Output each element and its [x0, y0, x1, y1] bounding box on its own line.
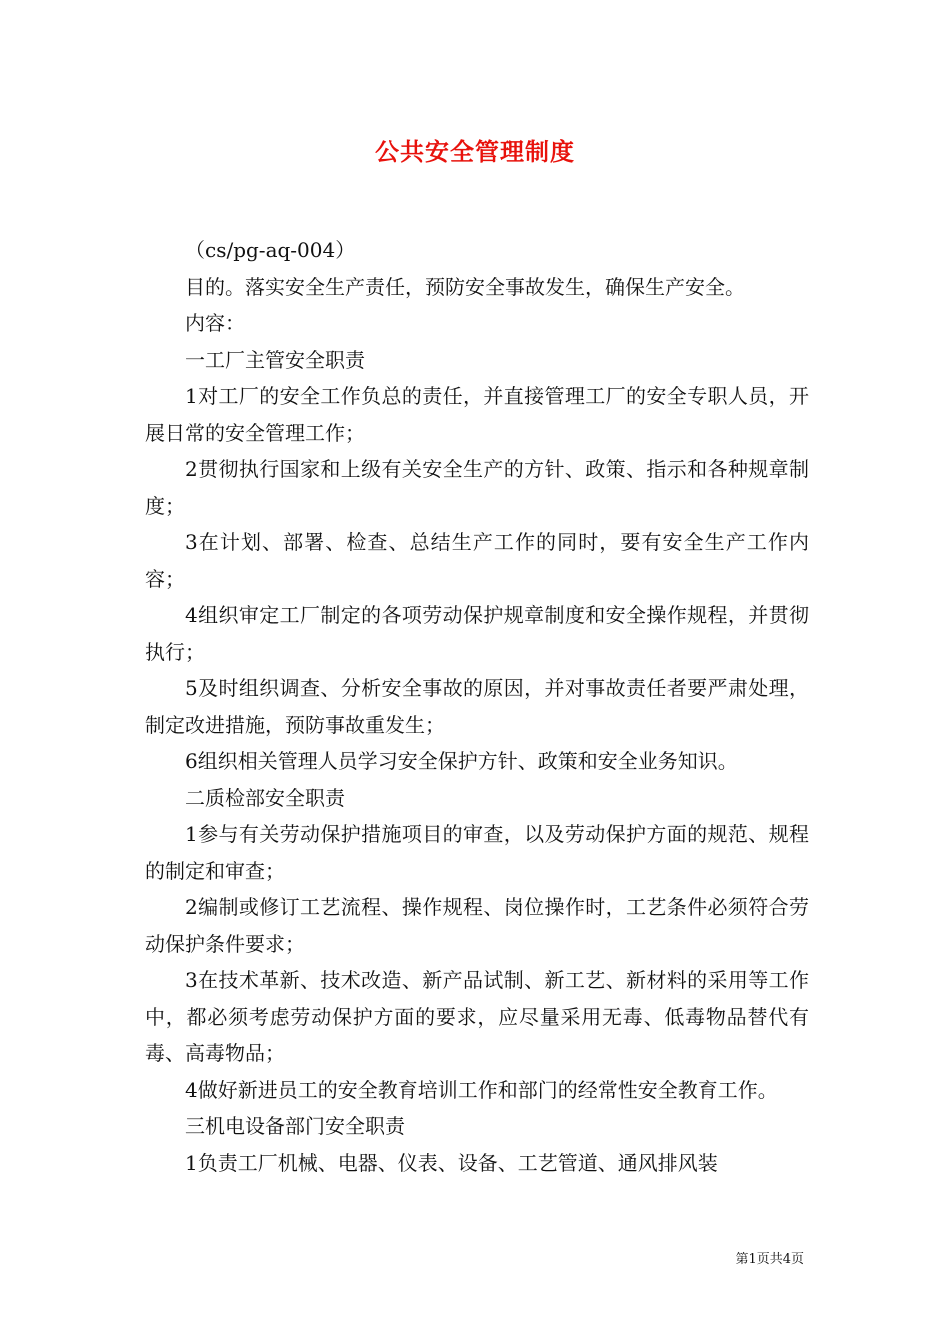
paragraph: 1参与有关劳动保护措施项目的审查，以及劳动保护方面的规范、规程的制定和审查；: [145, 822, 809, 883]
section-heading-1: 一工厂主管安全职责: [185, 347, 365, 372]
paragraph: 4组织审定工厂制定的各项劳动保护规章制度和安全操作规程，并贯彻执行；: [145, 603, 809, 664]
document-title: 公共安全管理制度: [375, 138, 575, 166]
paragraph: 6组织相关管理人员学习安全保护方针、政策和安全业务知识。: [185, 749, 738, 773]
paragraph: 3在计划、部署、检查、总结生产工作的同时，要有安全生产工作内容；: [145, 530, 809, 591]
section-heading-3: 三机电设备部门安全职责: [185, 1114, 405, 1138]
paragraph: 1负责工厂机械、电器、仪表、设备、工艺管道、通风排风装: [185, 1150, 718, 1175]
paragraph: 2编制或修订工艺流程、操作规程、岗位操作时，工艺条件必须符合劳动保护条件要求；: [145, 895, 809, 956]
document-body: [145, 232, 809, 1181]
paragraph: 3在技术革新、技术改造、新产品试制、新工艺、新材料的采用等工作中，都必须考虑劳动保护方面的要求，应尽量采用无毒、低毒物品替代有毒、高毒物品；: [145, 968, 809, 1065]
paragraph: 2贯彻执行国家和上级有关安全生产的方针、政策、指示和各种规章制度；: [145, 457, 809, 518]
document-code: （cs/pg-aq-004）: [185, 238, 356, 262]
paragraph-purpose: 目的。落实安全生产责任，预防安全事故发生，确保生产安全。: [185, 274, 745, 299]
paragraph-content-label: 内容：: [185, 311, 245, 335]
page-number: 第1页共4页: [735, 1252, 804, 1267]
paragraph: 5及时组织调查、分析安全事故的原因，并对事故责任者要严肃处理，制定改进措施，预防事故重发生；: [145, 676, 809, 737]
paragraph: 1对工厂的安全工作负总的责任，并直接管理工厂的安全专职人员，开展日常的安全管理工作；: [145, 384, 809, 445]
section-heading-2: 二质检部安全职责: [185, 785, 345, 810]
paragraph: 4做好新进员工的安全教育培训工作和部门的经常性安全教育工作。: [185, 1077, 778, 1102]
